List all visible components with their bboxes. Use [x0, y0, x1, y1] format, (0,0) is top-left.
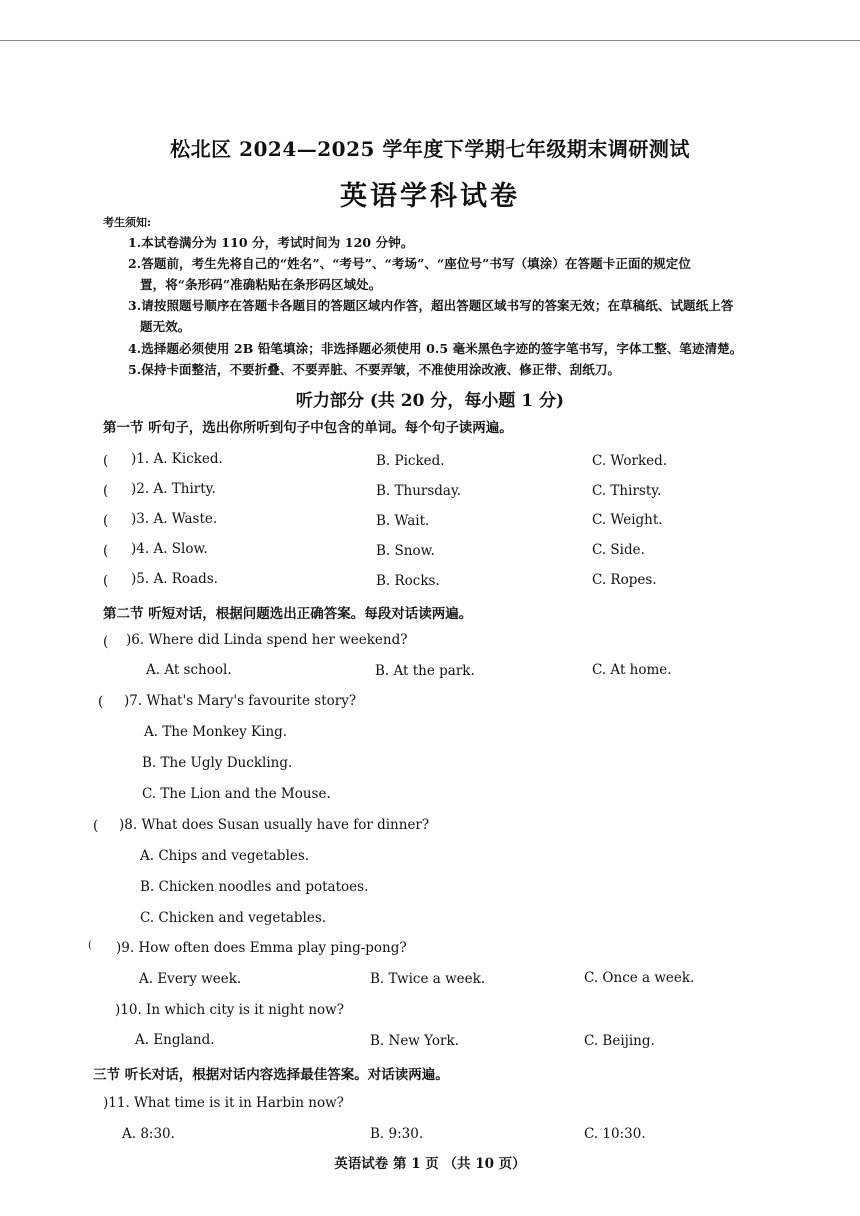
option-b: B. Rocks.: [376, 573, 440, 589]
option-b: B. At the park.: [375, 663, 475, 679]
option-b: B. Chicken noodles and potatoes.: [140, 879, 369, 895]
option-b: B. Snow.: [376, 543, 435, 559]
answer-bracket: (: [103, 573, 109, 589]
option-c: C. At home.: [592, 662, 672, 678]
option-c: C. The Lion and the Mouse.: [142, 786, 331, 802]
option-b: B. The Ugly Duckling.: [142, 755, 293, 771]
section1-title: 第一节 听句子，选出你所听到句子中包含的单词。每个句子读两遍。: [103, 420, 513, 436]
note-item: 5.保持卡面整洁，不要折叠、不要弄脏、不要弄皱，不准使用涂改液、修正带、刮纸刀。: [128, 362, 621, 377]
option-b: B. New York.: [370, 1033, 459, 1049]
question-stem: )5. A. Roads.: [131, 571, 218, 587]
page-top-border: [0, 40, 860, 41]
answer-bracket: (: [103, 634, 109, 650]
note-item: 3.请按照题号顺序在答题卡各题目的答题区域内作答，超出答题区域书写的答案无效；在草稿纸、试题纸上答: [128, 298, 734, 313]
note-item: 置，将“条形码”准确粘贴在条形码区域处。: [140, 277, 382, 292]
option-b: B. Thursday.: [376, 483, 462, 499]
option-c: C. Once a week.: [584, 970, 695, 986]
option-b: B. Picked.: [376, 453, 445, 469]
option-c: C. Worked.: [592, 453, 668, 469]
option-c: C. Beijing.: [584, 1033, 655, 1049]
option-a: A. Chips and vegetables.: [140, 848, 310, 864]
exam-title: 松北区 2024—2025 学年度下学期七年级期末调研测试: [170, 137, 690, 161]
option-a: A. The Monkey King.: [144, 724, 288, 740]
question-stem: )11. What time is it in Harbin now?: [103, 1095, 344, 1111]
question-stem: )7. What's Mary's favourite story?: [124, 693, 357, 709]
question-stem: )8. What does Susan usually have for dinner?: [119, 817, 430, 833]
listening-part-title: 听力部分 (共 20 分，每小题 1 分): [295, 391, 565, 411]
option-c: C. 10:30.: [584, 1126, 646, 1142]
answer-bracket: (: [103, 543, 109, 559]
answer-bracket: (: [103, 483, 109, 499]
answer-bracket: (: [103, 513, 109, 529]
answer-bracket: (: [88, 940, 92, 951]
option-c: C. Weight.: [592, 512, 663, 528]
question-stem: )9. How often does Emma play ping-pong?: [116, 940, 407, 956]
subject-title: 英语学科试卷: [340, 181, 520, 212]
question-stem: )2. A. Thirty.: [131, 481, 216, 497]
notes-heading: 考生须知:: [103, 216, 152, 229]
section3-title: 三节 听长对话，根据对话内容选择最佳答案。对话读两遍。: [93, 1067, 449, 1083]
answer-bracket: (: [103, 453, 109, 469]
question-stem: )6. Where did Linda spend her weekend?: [126, 632, 408, 648]
page-footer: 英语试卷 第 1 页 （共 10 页）: [334, 1156, 526, 1172]
note-item: 4.选择题必须使用 2B 铅笔填涂；非选择题必须使用 0.5 毫米黑色字迹的签字笔书写，字体工整、笔迹清楚。: [128, 341, 743, 356]
option-a: A. At school.: [146, 662, 232, 678]
option-a: A. Every week.: [139, 971, 242, 987]
answer-bracket: (: [98, 694, 104, 710]
answer-bracket: (: [93, 818, 99, 834]
option-c: C. Ropes.: [592, 572, 657, 588]
option-c: C. Thirsty.: [592, 483, 662, 499]
option-c: C. Side.: [592, 542, 645, 558]
section2-title: 第二节 听短对话，根据问题选出正确答案。每段对话读两遍。: [103, 606, 473, 622]
question-stem: )3. A. Waste.: [131, 511, 218, 527]
question-stem: )10. In which city is it night now?: [115, 1002, 344, 1018]
note-item: 1.本试卷满分为 110 分，考试时间为 120 分钟。: [128, 235, 414, 250]
question-stem: )1. A. Kicked.: [131, 451, 223, 467]
option-b: B. Twice a week.: [370, 971, 486, 987]
option-b: B. Wait.: [376, 513, 430, 529]
option-a: A. 8:30.: [122, 1126, 175, 1142]
option-a: A. England.: [135, 1032, 215, 1048]
note-item: 题无效。: [140, 319, 191, 334]
option-c: C. Chicken and vegetables.: [140, 910, 327, 926]
option-b: B. 9:30.: [370, 1126, 424, 1142]
note-item: 2.答题前，考生先将自己的“姓名”、“考号”、“考场”、“座位号”书写（填涂）在答题卡正面的规定位: [128, 256, 691, 271]
question-stem: )4. A. Slow.: [131, 541, 208, 557]
